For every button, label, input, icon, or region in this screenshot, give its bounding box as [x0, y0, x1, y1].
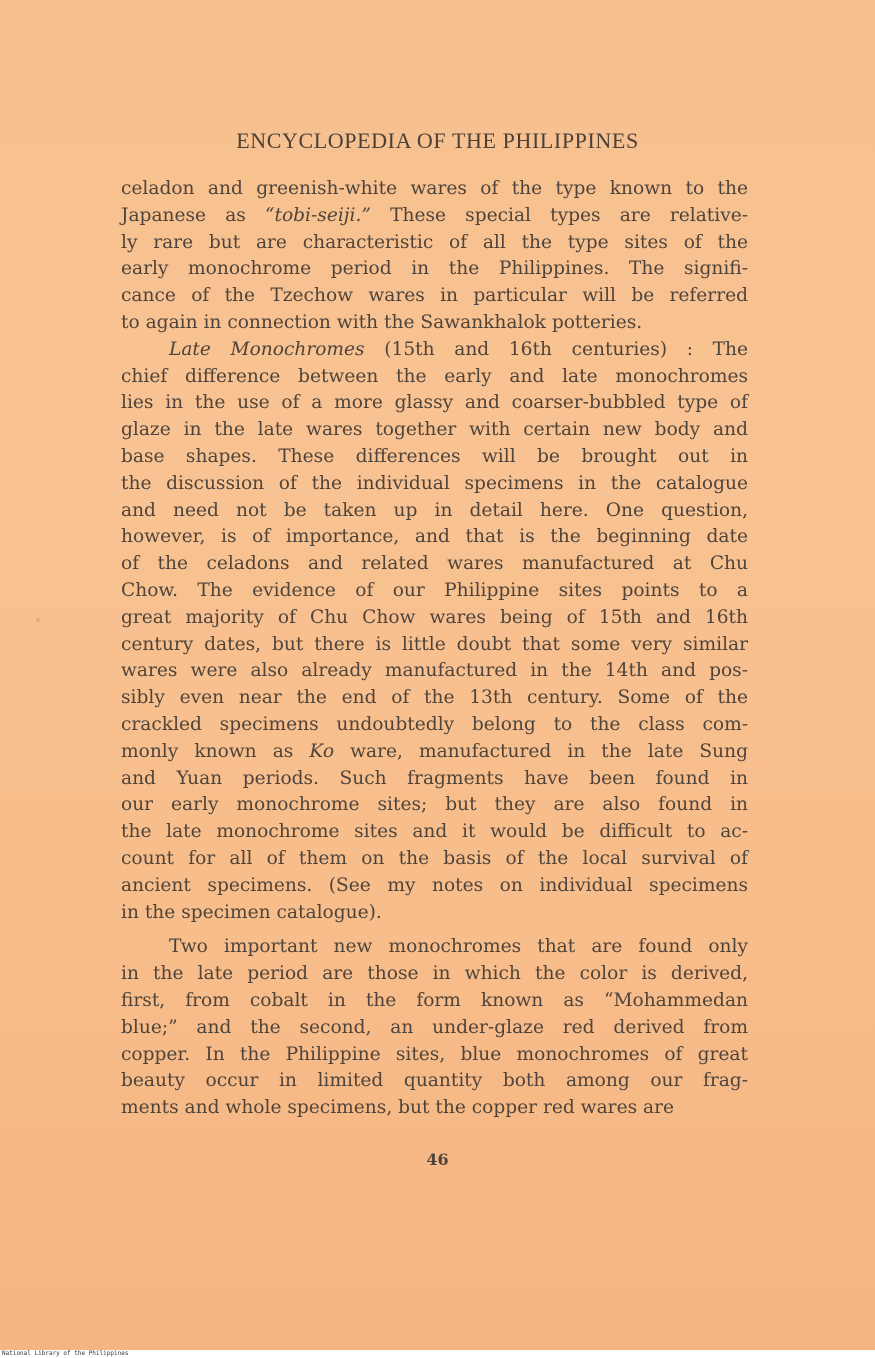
paragraph	[121, 337, 748, 927]
text-line	[121, 792, 748, 819]
text-run: chief difference between the early and late monochromes	[121, 365, 748, 387]
italic-run: Ko	[309, 740, 335, 762]
text-line	[121, 498, 748, 525]
text-run: the late monochrome sites and it would be difficult to ac-	[121, 821, 748, 843]
text-line	[121, 1015, 748, 1042]
text-run: crackled specimens undoubtedly belong to the class com-	[121, 713, 748, 735]
text-run: Chow. The evidence of our Philippine sites points to a	[121, 579, 748, 601]
text-line	[121, 934, 748, 961]
text-line	[121, 1068, 748, 1095]
text-line	[121, 337, 748, 364]
text-run: copper. In the Philippine sites, blue monochromes of great	[121, 1043, 748, 1065]
text-line	[121, 283, 748, 310]
text-run: the discussion of the individual specimens in the catalogue	[121, 472, 748, 494]
page-number: 46	[426, 1150, 449, 1169]
text-run: great majority of Chu Chow wares being of 15th and 16th	[121, 606, 748, 628]
text-run: base shapes. These differences will be brought out in	[121, 445, 748, 467]
text-run: cance of the Tzechow wares in particular will be referred	[121, 285, 748, 307]
paragraph-gap	[121, 926, 748, 934]
text-line	[121, 846, 748, 873]
text-run: and need not be taken up in detail here. One question,	[121, 499, 748, 521]
text-run: however, is of importance, and that is the beginning date	[121, 526, 748, 548]
text-line	[121, 390, 748, 417]
text-run: in the specimen catalogue).	[121, 901, 382, 923]
text-run: our early monochrome sites; but they are also found in	[121, 794, 748, 816]
page-speck	[36, 618, 40, 622]
text-run: ments and whole specimens, but the copper red wares are	[121, 1097, 675, 1119]
text-line	[121, 632, 748, 659]
text-run: wares were also already manufactured in the 14th and pos-	[121, 660, 748, 682]
text-line	[121, 256, 748, 283]
footer-credit: National Library of the Philippines	[2, 1350, 129, 1357]
text-line	[121, 176, 748, 203]
text-run: Japanese as	[121, 204, 265, 226]
text-line	[121, 417, 748, 444]
text-run: celadon and greenish-white wares of the type known to the	[121, 178, 748, 199]
body-text	[121, 176, 748, 1122]
text-line	[121, 471, 748, 498]
text-run: (15th and 16th centuries) : The	[364, 338, 749, 360]
text-run: ware, manufactured in the late Sung	[334, 740, 748, 762]
text-run: Two important new monochromes that are found only	[169, 936, 748, 958]
text-run: in the late period are those in which the color is derived,	[121, 963, 748, 985]
text-line	[121, 364, 748, 391]
text-line	[121, 873, 748, 900]
text-run: century dates, but there is little doubt that some very similar	[121, 633, 748, 655]
text-run: of the celadons and related wares manufactured at Chu	[121, 553, 748, 575]
text-run: blue;” and the second, an under-glaze red derived from	[121, 1016, 748, 1038]
text-line	[121, 819, 748, 846]
text-run: lies in the use of a more glassy and coarser-bubbled type of	[121, 392, 748, 414]
text-run: early monochrome period in the Philippines. The signifi-	[121, 258, 748, 280]
text-line	[121, 524, 748, 551]
italic-run: “tobi-seiji.”	[264, 204, 371, 226]
paragraph	[121, 934, 748, 1122]
text-run: first, from cobalt in the form known as “Mohammedan	[121, 989, 748, 1011]
text-line	[121, 230, 748, 257]
text-line	[121, 1095, 748, 1122]
text-line	[121, 310, 748, 337]
running-header: ENCYCLOPEDIA OF THE PHILIPPINES	[236, 128, 639, 153]
text-line	[121, 739, 748, 766]
text-run: and Yuan periods. Such fragments have been found in	[121, 767, 748, 789]
text-line	[121, 900, 748, 927]
paragraph	[121, 176, 748, 337]
text-line	[121, 605, 748, 632]
text-line	[121, 685, 748, 712]
text-line	[121, 766, 748, 793]
text-run: count for all of them on the basis of the local survival of	[121, 847, 748, 869]
text-line	[121, 578, 748, 605]
text-line	[121, 658, 748, 685]
italic-run: Late Monochromes	[169, 338, 365, 360]
text-run: sibly even near the end of the 13th century. Some of the	[121, 687, 748, 709]
text-line	[121, 988, 748, 1015]
text-line	[121, 712, 748, 739]
text-line	[121, 203, 748, 230]
text-run: ly rare but are characteristic of all the type sites of the	[121, 231, 748, 253]
text-run: These special types are relative-	[370, 204, 748, 226]
text-line	[121, 444, 748, 471]
text-run: ancient specimens. (See my notes on individual specimens	[121, 874, 748, 896]
text-line	[121, 961, 748, 988]
text-run: glaze in the late wares together with certain new body and	[121, 419, 748, 441]
footer-strip	[0, 1350, 875, 1358]
text-run: beauty occur in limited quantity both among our frag-	[121, 1070, 748, 1092]
text-run: monly known as	[121, 740, 310, 762]
text-run: to again in connection with the Sawankhalok potteries.	[121, 311, 643, 333]
text-line	[121, 551, 748, 578]
text-line	[121, 1042, 748, 1069]
